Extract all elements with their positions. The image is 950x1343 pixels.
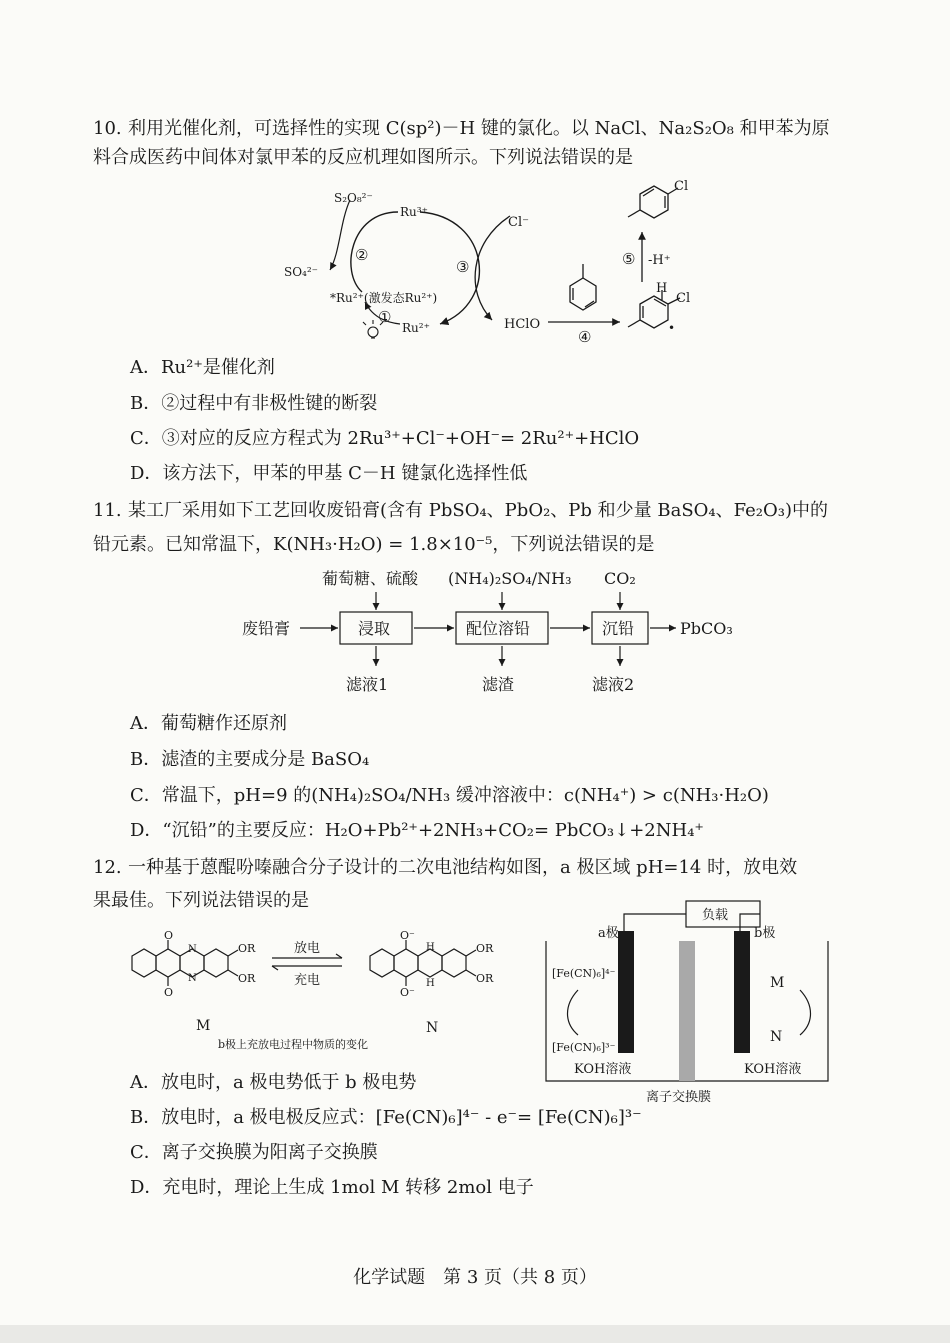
page-footer: 化学试题 第 3 页（共 8 页） [353,1267,597,1288]
question-11-stem-line2: 铅元素。已知常温下，K(NH₃·H₂O) = 1.8×10⁻⁵，下列说法错误的是 [93,534,655,555]
cell-n-label: N [770,1029,783,1045]
m-oxygen-top: O [164,929,174,942]
m-oxygen-bottom: O [164,986,174,999]
input-glucose-acid: 葡萄糖、硫酸 [322,569,419,588]
right-cycle-arrow [800,990,811,1035]
membrane-label: 离子交换膜 [646,1090,712,1105]
box3-label: 沉铅 [602,619,635,638]
n-or-top: OR [476,942,494,955]
question-12-stem-line1: 一种基于蒽醌吩嗪融合分子设计的二次电池结构如图，a 极区域 pH=14 时，放电效 [128,857,798,878]
question-10-stem-line2: 料合成医药中间体对氯甲苯的反应机理如图所示。下列说法错误的是 [93,147,633,168]
electrode-a [618,931,634,1053]
chloride-label: Cl⁻ [508,215,529,230]
ru3-label: Ru³⁺ [400,205,428,219]
load-label: 负载 [702,908,729,923]
n-h-top: H [426,942,435,953]
intermediate-h-label: H [656,281,668,296]
question-10-number: 10. [93,118,122,139]
excited-ru2-label: *Ru²⁺(激发态Ru²⁺) [330,291,438,305]
molecule-caption: b极上充放电过程中物质的变化 [218,1038,369,1051]
battery-cell-diagram [538,895,840,1107]
radical-dot: • [668,321,676,335]
ferricyanide-label: [Fe(CN)₆]³⁻ [552,1041,616,1054]
q11-option-a: A．葡萄糖作还原剂 [130,713,287,734]
koh-left-label: KOH溶液 [574,1062,632,1077]
product-label: PbCO₃ [680,619,733,638]
molecule-redox-scheme [120,928,530,1058]
box1-label: 浸取 [358,619,391,638]
toluene-structure [570,264,596,310]
q10-option-c: C．③对应的反应方程式为 2Ru³⁺+Cl⁻+OH⁻= 2Ru²⁺+HClO [130,428,640,449]
ru2-label: Ru²⁺ [402,321,430,335]
step5-label: ⑤ [622,250,636,268]
n-h-bottom: H [426,978,435,989]
n-or-bottom: OR [476,972,494,985]
question-12-stem-line2: 果最佳。下列说法错误的是 [93,890,309,911]
q10-option-a: A．Ru²⁺是催化剂 [130,357,275,378]
sulfate-label: SO₄²⁻ [284,265,319,279]
question-12-number: 12. [93,857,122,878]
hclo-label: HClO [504,317,541,332]
input-co2: CO₂ [604,569,636,588]
step3-label: ③ [456,258,470,276]
intermediate-cl-label: Cl [676,291,691,306]
p-chlorotoluene-structure [628,186,678,218]
discharge-label: 放电 [294,941,321,956]
cycle-arc-right [420,212,479,324]
ion-exchange-membrane [679,941,695,1081]
q11-option-c: C．常温下，pH=9 的(NH₄)₂SO₄/NH₃ 缓冲溶液中：c(NH₄⁺) > c(NH₃·H₂O) [130,785,769,806]
box2-label: 配位溶铅 [466,619,531,638]
q12-option-a: A．放电时，a 极电势低于 b 极电势 [130,1072,417,1093]
photocatalysis-mechanism-diagram [270,172,720,352]
q12-option-c: C．离子交换膜为阳离子交换膜 [130,1142,378,1163]
step1-label: ① [378,308,392,326]
question-10-stem-line1: 利用光催化剂，可选择性的实现 C(sp²)－H 键的氯化。以 NaCl、Na₂S₂O₈ 和甲苯为原 [128,118,830,139]
persulfate-arrow [330,200,350,270]
minus-h-label: -H⁺ [648,253,671,268]
electrode-b-label: b极 [754,926,776,941]
q12-option-b: B．放电时，a 极电极反应式：[Fe(CN)₆]⁴⁻ - e⁻= [Fe(CN)₆]³⁻ [130,1107,642,1128]
start-lead-paste: 废铅膏 [242,619,291,638]
question-11-stem-line1: 某工厂采用如下工艺回收废铅膏(含有 PbSO₄、PbO₂、Pb 和少量 BaSO₄、Fe₂O₃)中的 [128,500,828,521]
output-residue: 滤渣 [482,675,515,694]
persulfate-label: S₂O₈²⁻ [334,191,373,205]
step4-label: ④ [578,328,592,346]
process-flow-diagram [230,566,750,700]
q12-option-d: D．充电时，理论上生成 1mol M 转移 2mol 电子 [130,1177,534,1198]
electrode-b [734,931,750,1053]
q10-option-b: B．②过程中有非极性键的断裂 [130,393,378,414]
output-filtrate1: 滤液1 [346,675,389,694]
q10-option-d: D．该方法下，甲苯的甲基 C－H 键氯化选择性低 [130,463,528,484]
step2-label: ② [355,246,369,264]
product-cl-label: Cl [674,179,689,194]
m-or-top: OR [238,942,256,955]
charge-label: 充电 [294,973,321,988]
n-ominus-top: O⁻ [400,929,415,942]
m-or-bottom: OR [238,972,256,985]
question-11-number: 11. [93,500,122,521]
output-filtrate2: 滤液2 [592,675,635,694]
electrode-a-label: a极 [598,926,619,941]
left-cycle-arrow [568,990,579,1035]
m-nitrogen-top: N [188,944,197,955]
ferrocyanide-label: [Fe(CN)₆]⁴⁻ [552,967,616,980]
scan-bottom-edge [0,1325,950,1343]
q11-option-d: D．“沉铅”的主要反应：H₂O+Pb²⁺+2NH₃+CO₂= PbCO₃↓+2NH₄⁺ [130,820,704,841]
q11-option-b: B．滤渣的主要成分是 BaSO₄ [130,749,370,770]
koh-right-label: KOH溶液 [744,1062,802,1077]
molecule-n-label: N [426,1020,439,1036]
n-ominus-bottom: O⁻ [400,986,415,999]
cell-m-label: M [770,975,785,991]
molecule-m-label: M [196,1018,211,1034]
m-nitrogen-bottom: N [188,973,197,984]
chloride-arrow [475,216,510,320]
input-ammonium: (NH₄)₂SO₄/NH₃ [448,569,572,588]
